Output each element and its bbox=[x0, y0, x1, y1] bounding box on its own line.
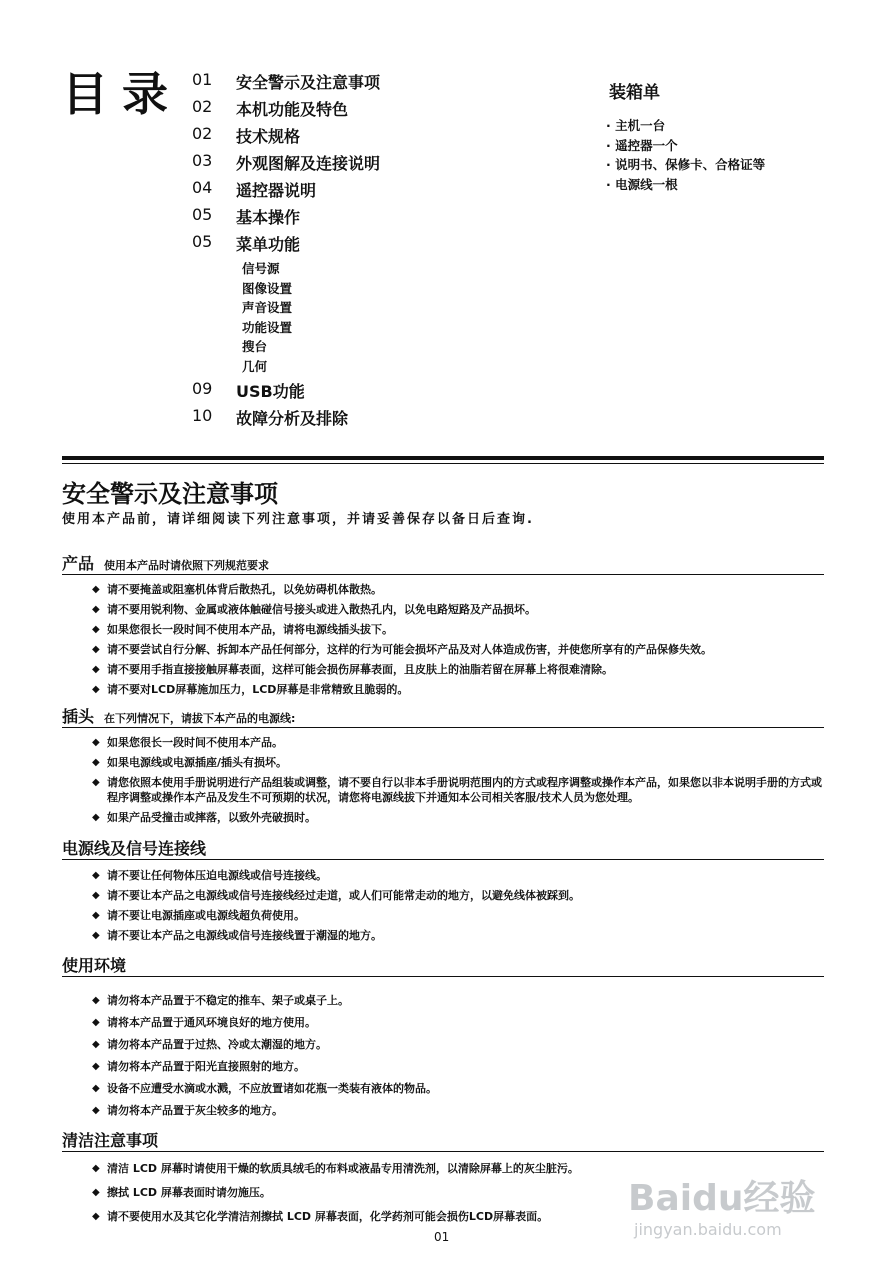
toc-item bbox=[190, 406, 520, 433]
bullet-diamond-icon: ◆ bbox=[92, 757, 100, 768]
toc-item-label: 基本操作 bbox=[236, 208, 301, 227]
bullet-diamond-icon: ◆ bbox=[92, 930, 100, 941]
group-header bbox=[62, 1128, 824, 1152]
baidu-watermark bbox=[628, 1170, 868, 1250]
list-item: ◆ 设备不应遭受水滴或水溅，不应放置诸如花瓶一类装有液体的物品。 bbox=[92, 1082, 437, 1095]
toc-item bbox=[190, 97, 520, 124]
section-subtitle: 使用本产品前，请详细阅读下列注意事项，并请妥善保存以备日后查询. bbox=[62, 512, 534, 527]
section-title: 安全警示及注意事项 bbox=[62, 480, 278, 508]
group-description: 使用本产品时请依照下列规范要求 bbox=[104, 559, 270, 572]
list-item: ◆ 请不要用手指直接接触屏幕表面，这样可能会损伤屏幕表面，且皮肤上的油脂若留在屏幕上将很难清除。 bbox=[92, 663, 613, 676]
list-item: ◆ 请不要让本产品之电源线或信号连接线经过走道，或人们可能常走动的地方，以避免线体被踩到。 bbox=[92, 889, 580, 902]
packing-list-item: · 主机一台 bbox=[606, 116, 765, 136]
toc-item-label: USB功能 bbox=[236, 382, 305, 401]
list-item: ◆ 如果您很长一段时间不使用本产品。 bbox=[92, 736, 283, 749]
bullet-diamond-icon: ◆ bbox=[92, 684, 100, 695]
bullet-diamond-icon: ◆ bbox=[92, 777, 100, 788]
bullet-diamond-icon: ◆ bbox=[92, 995, 100, 1006]
toc-item-label: 技术规格 bbox=[236, 127, 301, 146]
packing-list-item: · 遥控器一个 bbox=[606, 136, 765, 156]
list-item: ◆ 清洁 LCD 屏幕时请使用干燥的软质具绒毛的布料或液晶专用清洗剂，以清除屏幕上的灰尘脏污。 bbox=[92, 1162, 579, 1175]
bullet-diamond-icon: ◆ bbox=[92, 870, 100, 881]
bullet-diamond-icon: ◆ bbox=[92, 910, 100, 921]
toc-item-label: 菜单功能 bbox=[236, 235, 301, 254]
bullet-diamond-icon: ◆ bbox=[92, 644, 100, 655]
group-plug bbox=[62, 704, 824, 830]
group-underline bbox=[62, 1151, 824, 1152]
toc-item-label: 外观图解及连接说明 bbox=[236, 154, 381, 173]
toc-subitem: 图像设置 bbox=[242, 280, 293, 296]
group-underline bbox=[62, 859, 824, 860]
bullet-diamond-icon: ◆ bbox=[92, 1187, 100, 1198]
bullet-diamond-icon: ◆ bbox=[92, 604, 100, 615]
bullet-diamond-icon: ◆ bbox=[92, 1083, 100, 1094]
list-item: ◆ 请不要掩盖或阻塞机体背后散热孔，以免妨碍机体散热。 bbox=[92, 583, 382, 596]
toc-item-number: 09 bbox=[192, 379, 213, 398]
bullet-diamond-icon: ◆ bbox=[92, 1211, 100, 1222]
toc-subitem: 声音设置 bbox=[242, 300, 293, 315]
bullet-list bbox=[62, 868, 824, 943]
toc-item-number: 05 bbox=[192, 205, 213, 224]
toc-item bbox=[190, 178, 520, 205]
toc-item bbox=[190, 379, 520, 406]
group-title: 产品 bbox=[62, 554, 95, 573]
group-environment bbox=[62, 953, 824, 1125]
list-item: ◆ 如果您很长一段时间不使用本产品，请将电源线插头拔下。 bbox=[92, 623, 393, 636]
list-item: ◆ 请勿将本产品置于过热、冷或太潮湿的地方。 bbox=[92, 1038, 327, 1051]
section-divider-thick bbox=[62, 456, 824, 460]
toc-subitem: 信号源 bbox=[242, 261, 280, 276]
toc-item-number: 02 bbox=[192, 97, 213, 116]
group-power-cables bbox=[62, 836, 824, 948]
toc-item bbox=[190, 205, 520, 232]
toc-item-label: 遥控器说明 bbox=[236, 181, 317, 200]
bullet-diamond-icon: ◆ bbox=[92, 1017, 100, 1028]
group-title: 清洁注意事项 bbox=[62, 1131, 159, 1150]
bullet-diamond-icon: ◆ bbox=[92, 584, 100, 595]
packing-list bbox=[606, 116, 765, 194]
bullet-list bbox=[62, 993, 824, 1118]
packing-list-item: · 电源线一根 bbox=[606, 175, 765, 195]
list-item: ◆ 请勿将本产品置于灰尘较多的地方。 bbox=[92, 1104, 283, 1117]
toc-list bbox=[190, 70, 520, 433]
toc-item-number: 03 bbox=[192, 151, 213, 170]
toc-item bbox=[190, 151, 520, 178]
group-title: 插头 bbox=[62, 707, 95, 726]
bullet-diamond-icon: ◆ bbox=[92, 1061, 100, 1072]
group-header bbox=[62, 704, 824, 728]
list-item: ◆ 请您依照本使用手册说明进行产品组装或调整，请不要自行以非本手册说明范围内的方式或程序调整或操作本产品，如果您以非本说明手册的方式或程序调整或操作本产品及发生不可预期的状况，请您将电源线拔下并通知本公司相关客服/技术人员为您处理。 bbox=[92, 776, 822, 804]
list-item: ◆ 请勿将本产品置于阳光直接照射的地方。 bbox=[92, 1060, 305, 1073]
list-item: ◆ 如果产品受撞击或摔落，以致外壳破损时。 bbox=[92, 811, 316, 824]
group-header bbox=[62, 551, 824, 575]
list-item: ◆ 请不要让本产品之电源线或信号连接线置于潮湿的地方。 bbox=[92, 929, 382, 942]
toc-item-number: 05 bbox=[192, 232, 213, 251]
packing-list-title: 装箱单 bbox=[609, 83, 660, 103]
group-header bbox=[62, 836, 824, 860]
toc-item bbox=[190, 124, 520, 151]
toc-item-number: 02 bbox=[192, 124, 213, 143]
section-divider-thin bbox=[62, 463, 824, 464]
group-underline bbox=[62, 574, 824, 575]
packing-list-item: · 说明书、保修卡、合格证等 bbox=[606, 155, 765, 175]
bullet-diamond-icon: ◆ bbox=[92, 737, 100, 748]
toc-title: 目录 bbox=[62, 67, 182, 121]
toc-item-label: 本机功能及特色 bbox=[236, 100, 349, 119]
toc-item-label: 故障分析及排除 bbox=[236, 409, 349, 428]
group-product bbox=[62, 551, 824, 702]
toc-item-number: 10 bbox=[192, 406, 213, 425]
toc-subitem: 几何 bbox=[242, 358, 268, 374]
list-item: ◆ 请将本产品置于通风环境良好的地方使用。 bbox=[92, 1016, 316, 1029]
list-item: ◆ 擦拭 LCD 屏幕表面时请勿施压。 bbox=[92, 1186, 271, 1199]
bullet-diamond-icon: ◆ bbox=[92, 1163, 100, 1174]
list-item: ◆ 请不要让电源插座或电源线超负荷使用。 bbox=[92, 909, 305, 922]
group-title: 使用环境 bbox=[62, 956, 127, 975]
group-underline bbox=[62, 727, 824, 728]
group-underline bbox=[62, 976, 824, 977]
bullet-diamond-icon: ◆ bbox=[92, 1105, 100, 1116]
toc-item-number: 01 bbox=[192, 70, 213, 89]
list-item: ◆ 如果电源线或电源插座/插头有损坏。 bbox=[92, 756, 288, 769]
list-item: ◆ 请勿将本产品置于不稳定的推车、架子或桌子上。 bbox=[92, 994, 349, 1007]
toc-item-number: 04 bbox=[192, 178, 213, 197]
list-item: ◆ 请不要对LCD屏幕施加压力，LCD屏幕是非常精致且脆弱的。 bbox=[92, 683, 409, 696]
bullet-diamond-icon: ◆ bbox=[92, 664, 100, 675]
watermark-url: jingyan.baidu.com bbox=[634, 1220, 782, 1239]
toc-item-label: 安全警示及注意事项 bbox=[236, 73, 381, 92]
bullet-list bbox=[62, 582, 824, 697]
bullet-diamond-icon: ◆ bbox=[92, 624, 100, 635]
group-title: 电源线及信号连接线 bbox=[62, 839, 207, 858]
toc-item bbox=[190, 70, 520, 97]
bullet-diamond-icon: ◆ bbox=[92, 812, 100, 823]
toc-subitem: 功能设置 bbox=[242, 319, 293, 335]
watermark-logo: Baidu经验 bbox=[628, 1178, 816, 1219]
list-item: ◆ 请不要使用水及其它化学清洁剂擦拭 LCD 屏幕表面，化学药剂可能会损伤LCD屏幕表面。 bbox=[92, 1210, 549, 1223]
toc-item bbox=[190, 232, 520, 259]
page-number: 01 bbox=[434, 1230, 450, 1244]
bullet-list bbox=[62, 735, 824, 825]
list-item: ◆ 请不要让任何物体压迫电源线或信号连接线。 bbox=[92, 869, 327, 882]
bullet-diamond-icon: ◆ bbox=[92, 1039, 100, 1050]
group-header bbox=[62, 953, 824, 977]
group-description: 在下列情况下，请拔下本产品的电源线: bbox=[104, 712, 296, 725]
list-item: ◆ 请不要尝试自行分解、拆卸本产品任何部分，这样的行为可能会损坏产品及对人体造成伤害，并使您所享有的产品保修失效。 bbox=[92, 643, 712, 656]
list-item: ◆ 请不要用锐利物、金属或液体触碰信号接头或进入散热孔内，以免电路短路及产品损坏。 bbox=[92, 603, 536, 616]
toc-subitem: 搜台 bbox=[242, 339, 268, 354]
bullet-diamond-icon: ◆ bbox=[92, 890, 100, 901]
